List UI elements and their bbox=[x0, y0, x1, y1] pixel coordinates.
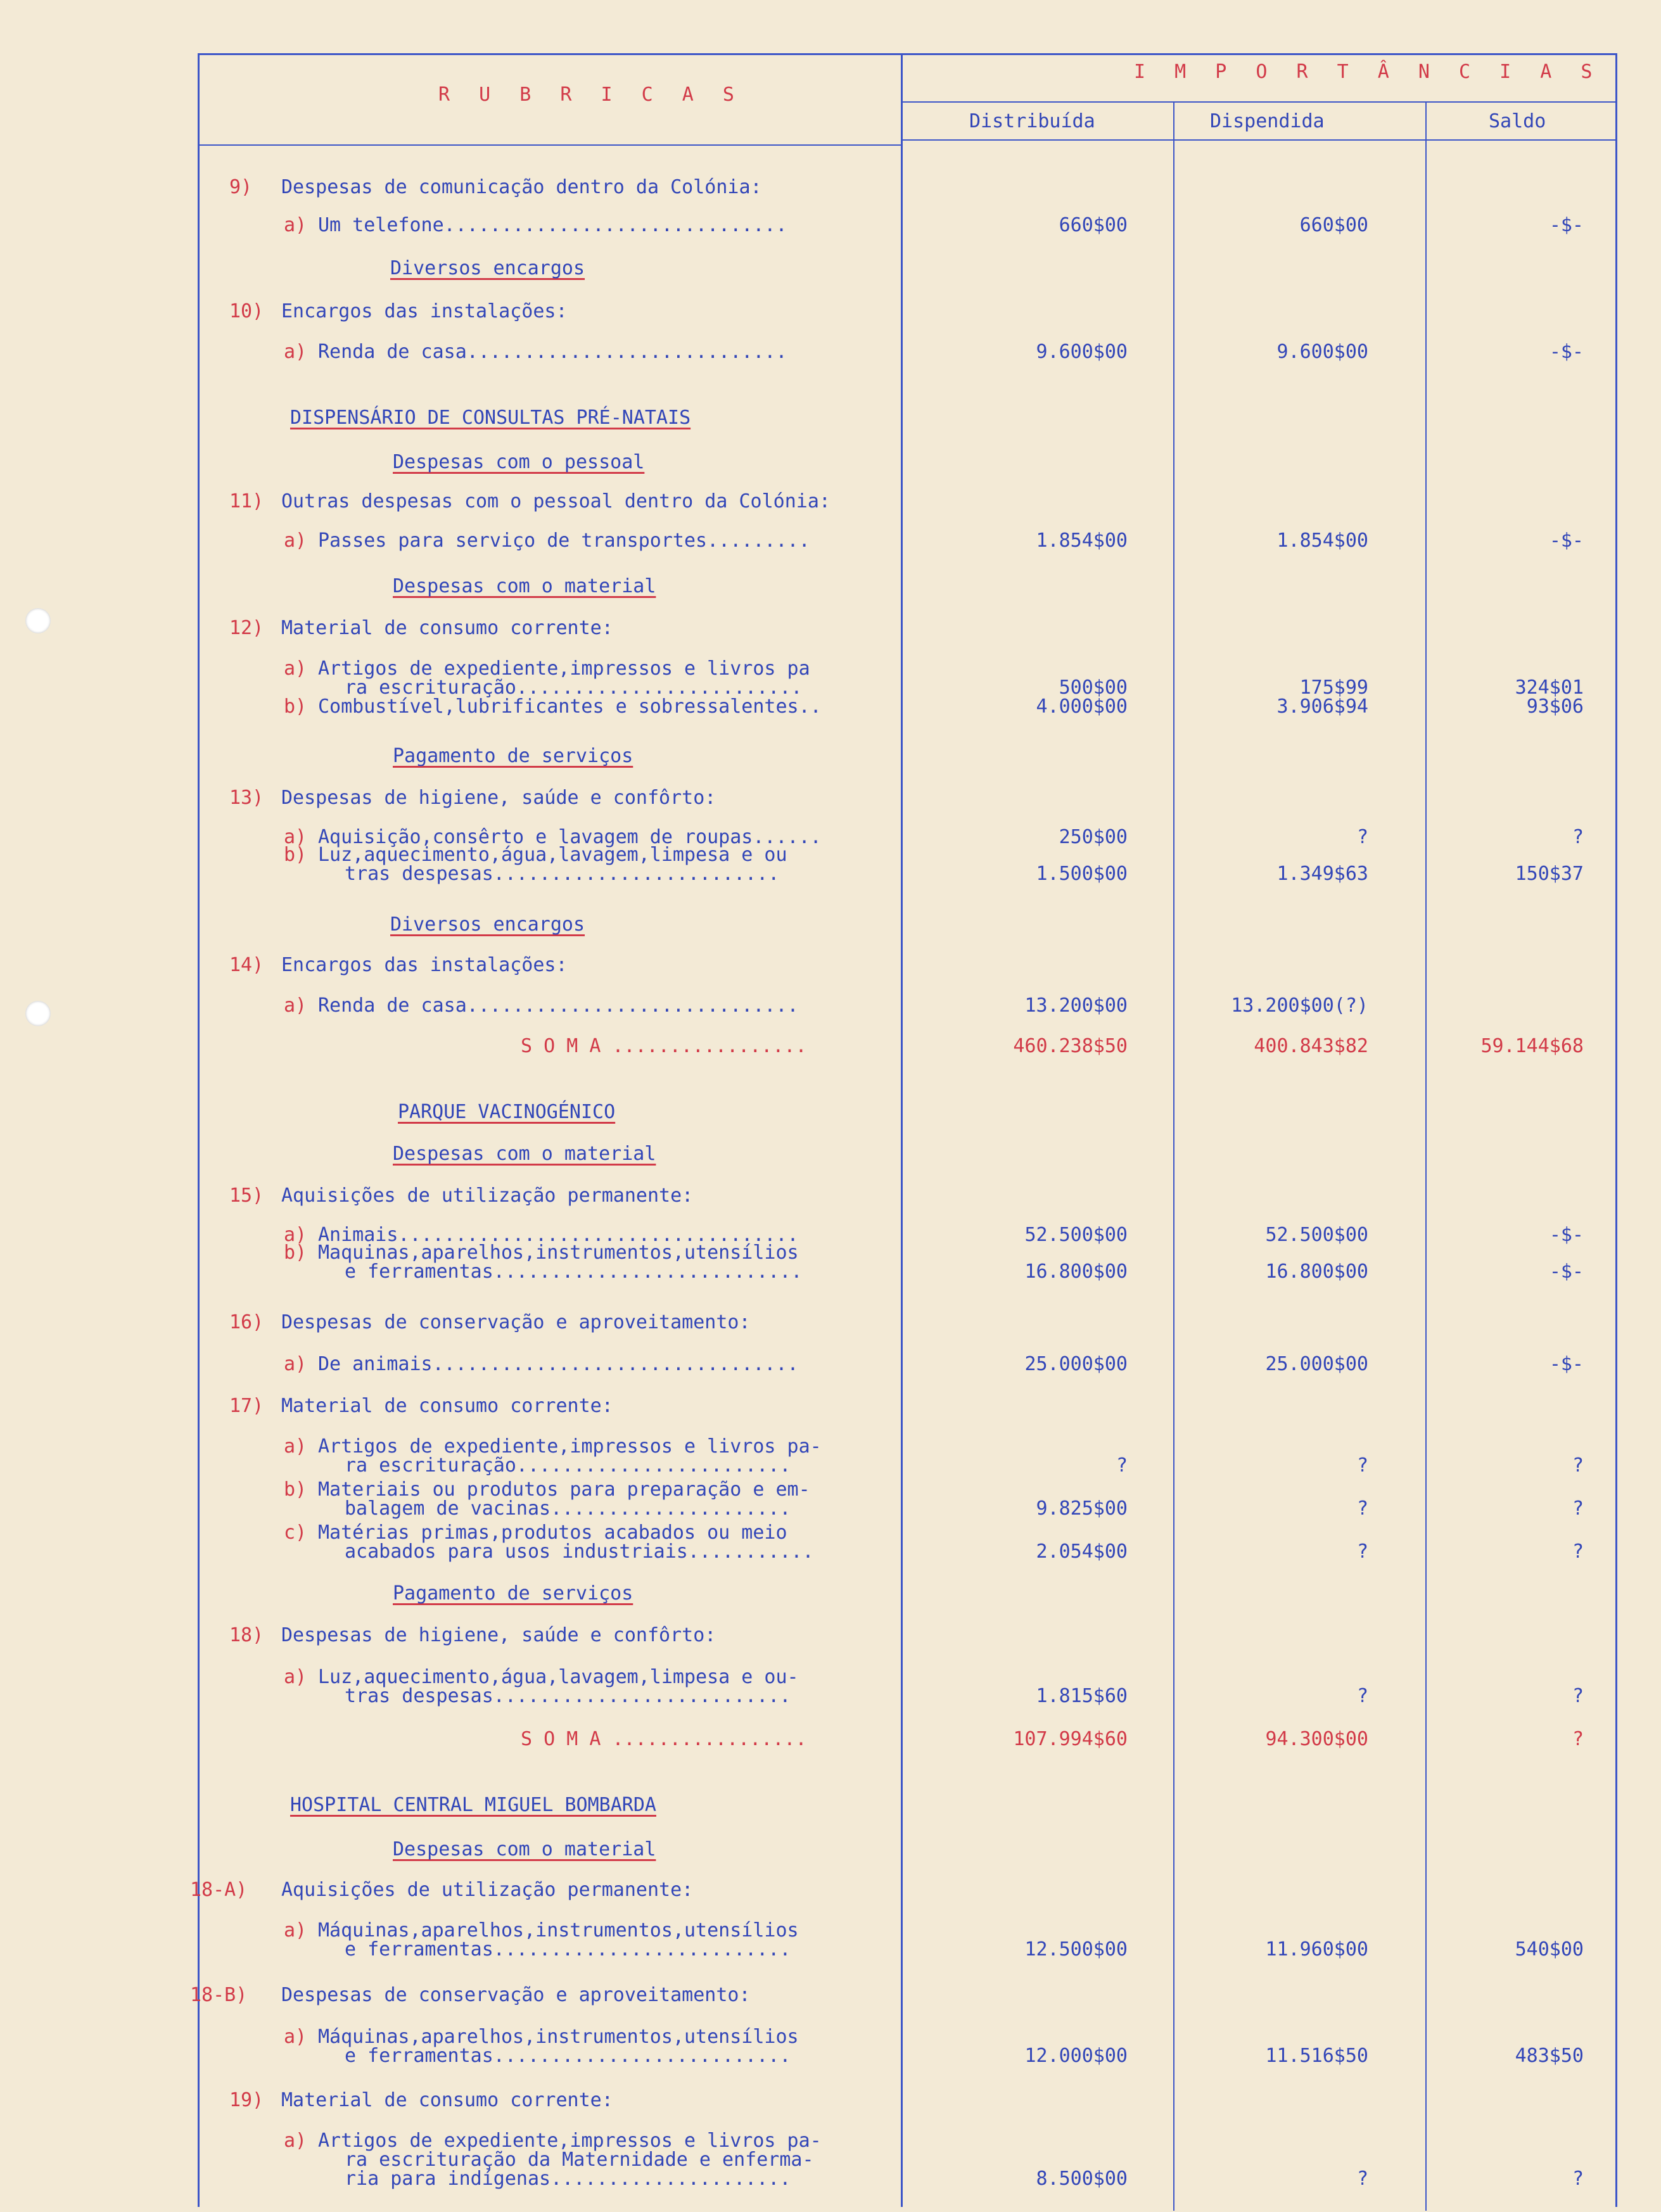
item-number: 11) bbox=[229, 490, 264, 512]
dispendida-header: Dispendida bbox=[1210, 110, 1325, 132]
subsection-heading: Despesas com o pessoal bbox=[393, 451, 645, 473]
dispendida-value: ? bbox=[1356, 2168, 1368, 2190]
sub-letter: a) bbox=[284, 826, 307, 848]
sub-label: Máquinas,aparelhos,instrumentos,utensílios bbox=[318, 1919, 799, 1942]
item-label: Encargos das instalações: bbox=[281, 300, 568, 322]
sub-label: Passes para serviço de transportes......... bbox=[318, 530, 810, 552]
item-label: Despesas de higiene, saúde e confôrto: bbox=[281, 787, 716, 809]
sub-letter: b) bbox=[284, 1242, 307, 1264]
sub-letter: a) bbox=[284, 1666, 307, 1688]
frame-top-line bbox=[198, 53, 1617, 55]
distribuida-value: 9.825$00 bbox=[1036, 1497, 1128, 1520]
item-label: Outras despesas com o pessoal dentro da Colónia: bbox=[281, 490, 830, 512]
importancias-divider bbox=[902, 101, 1617, 103]
saldo-value: -$- bbox=[1549, 214, 1584, 236]
subsection-heading: Diversos encargos bbox=[390, 257, 585, 279]
item-label: Material de consumo corrente: bbox=[281, 1395, 613, 1417]
distribuida-value: 13.200$00 bbox=[1024, 995, 1128, 1017]
item-label: Despesas de conservação e aproveitamento: bbox=[281, 1311, 751, 1333]
sub-letter: b) bbox=[284, 1478, 307, 1501]
sub-label-continuation: e ferramentas........................... bbox=[345, 1261, 803, 1283]
subsection-heading: Diversos encargos bbox=[390, 913, 585, 936]
distribuida-value: 52.500$00 bbox=[1024, 1224, 1128, 1246]
sub-letter: a) bbox=[284, 2130, 307, 2152]
distribuida-value: 1.854$00 bbox=[1036, 530, 1128, 552]
item-label: Aquisições de utilização permanente: bbox=[281, 1879, 694, 1901]
dispendida-value: 52.500$00 bbox=[1265, 1224, 1368, 1246]
distribuida-value: 12.000$00 bbox=[1024, 2045, 1128, 2067]
sub-letter: c) bbox=[284, 1522, 307, 1544]
dispendida-value: ? bbox=[1356, 826, 1368, 848]
saldo-value: ? bbox=[1572, 1728, 1584, 1750]
sub-label: Materiais ou produtos para preparação e em- bbox=[318, 1478, 810, 1501]
sub-label-continuation: ra escrituração......................... bbox=[345, 677, 803, 699]
sub-label: Luz,aquecimento,água,lavagem,limpesa e ou- bbox=[318, 1666, 799, 1688]
sub-label: Maquinas,aparelhos,instrumentos,utensílios bbox=[318, 1242, 799, 1264]
dispendida-value: 94.300$00 bbox=[1265, 1728, 1368, 1750]
sub-label-continuation: ra escrituração da Maternidade e enferma- bbox=[345, 2149, 814, 2171]
item-number: 18) bbox=[229, 1624, 264, 1646]
subsection-heading: Pagamento de serviços bbox=[393, 745, 633, 767]
sub-label-continuation: tras despesas.......................... bbox=[345, 1685, 791, 1707]
sub-label: Animais................................... bbox=[318, 1224, 799, 1246]
dispendida-value: 11.516$50 bbox=[1265, 2045, 1368, 2067]
sub-letter: a) bbox=[284, 658, 307, 680]
dispendida-divider bbox=[1425, 101, 1427, 2211]
dispendida-value: ? bbox=[1356, 1454, 1368, 1477]
punch-hole-top bbox=[25, 608, 51, 633]
distribuida-value: 25.000$00 bbox=[1024, 1353, 1128, 1375]
saldo-value: ? bbox=[1572, 1454, 1584, 1477]
section-title: HOSPITAL CENTRAL MIGUEL BOMBARDA bbox=[290, 1794, 656, 1816]
item-number: 9) bbox=[229, 176, 253, 198]
dispendida-value: ? bbox=[1356, 1685, 1368, 1707]
saldo-value: 324$01 bbox=[1515, 677, 1584, 699]
item-number: 13) bbox=[229, 787, 264, 809]
distribuida-value: ? bbox=[1116, 1454, 1128, 1477]
item-label: Despesas de higiene, saúde e confôrto: bbox=[281, 1624, 716, 1646]
distribuida-value: 8.500$00 bbox=[1036, 2168, 1128, 2190]
saldo-value: ? bbox=[1572, 1497, 1584, 1520]
saldo-value: -$- bbox=[1549, 1261, 1584, 1283]
right-border bbox=[1615, 53, 1617, 2207]
sub-letter: a) bbox=[284, 214, 307, 236]
item-label: Encargos das instalações: bbox=[281, 954, 568, 976]
dispendida-value: 660$00 bbox=[1299, 214, 1368, 236]
sub-label-continuation: e ferramentas.......................... bbox=[345, 2045, 791, 2067]
dispendida-value: 3.906$94 bbox=[1276, 696, 1368, 718]
item-number: 18-A) bbox=[190, 1879, 248, 1901]
saldo-value: ? bbox=[1572, 826, 1584, 848]
section-title: DISPENSÁRIO DE CONSULTAS PRÉ-NATAIS bbox=[290, 407, 691, 429]
saldo-value: ? bbox=[1572, 1685, 1584, 1707]
dispendida-value: ? bbox=[1356, 1497, 1368, 1520]
saldo-value: ? bbox=[1572, 1541, 1584, 1563]
saldo-value: -$- bbox=[1549, 1353, 1584, 1375]
dispendida-value: 11.960$00 bbox=[1265, 1938, 1368, 1961]
subsection-heading: Despesas com o material bbox=[393, 1838, 656, 1860]
distribuida-value: 500$00 bbox=[1059, 677, 1128, 699]
sub-label-continuation: acabados para usos industriais........... bbox=[345, 1541, 814, 1563]
dispendida-value: 1.854$00 bbox=[1276, 530, 1368, 552]
sub-letter: a) bbox=[284, 995, 307, 1017]
subsection-heading: Despesas com o material bbox=[393, 575, 656, 597]
sub-label: Aquisição,consêrto e lavagem de roupas...... bbox=[318, 826, 822, 848]
sub-label: Renda de casa............................. bbox=[318, 995, 799, 1017]
distribuida-value: 460.238$50 bbox=[1013, 1035, 1128, 1057]
dispendida-value: 25.000$00 bbox=[1265, 1353, 1368, 1375]
saldo-value: 483$50 bbox=[1515, 2045, 1584, 2067]
sub-label: De animais................................ bbox=[318, 1353, 799, 1375]
dispendida-value: 175$99 bbox=[1299, 677, 1368, 699]
item-label: Aquisições de utilização permanente: bbox=[281, 1185, 694, 1207]
sub-letter: a) bbox=[284, 1224, 307, 1246]
saldo-value: -$- bbox=[1549, 341, 1584, 363]
sub-label-continuation: balagem de vacinas..................... bbox=[345, 1497, 791, 1520]
item-label: Material de consumo corrente: bbox=[281, 2089, 613, 2111]
distribuida-value: 107.994$60 bbox=[1013, 1728, 1128, 1750]
distribuida-value: 9.600$00 bbox=[1036, 341, 1128, 363]
soma-label: S O M A ................. bbox=[521, 1035, 807, 1057]
rubricas-divider bbox=[901, 53, 903, 2207]
dispendida-value: 16.800$00 bbox=[1265, 1261, 1368, 1283]
punch-hole-bottom bbox=[25, 1001, 51, 1026]
item-number: 19) bbox=[229, 2089, 264, 2111]
soma-label: S O M A ................. bbox=[521, 1728, 807, 1750]
sub-letter: a) bbox=[284, 341, 307, 363]
dispendida-value: 13.200$00(?) bbox=[1231, 995, 1368, 1017]
sub-label: Máquinas,aparelhos,instrumentos,utensílios bbox=[318, 2026, 799, 2048]
sub-label: Artigos de expediente,impressos e livros pa- bbox=[318, 2130, 822, 2152]
distribuida-divider bbox=[1173, 101, 1174, 2211]
dispendida-value: 1.349$63 bbox=[1276, 863, 1368, 885]
saldo-value: 150$37 bbox=[1515, 863, 1584, 885]
distribuida-value: 4.000$00 bbox=[1036, 696, 1128, 718]
sub-letter: a) bbox=[284, 2026, 307, 2048]
header-bottom-line-right bbox=[902, 139, 1617, 141]
sub-label: Artigos de expediente,impressos e livros pa bbox=[318, 658, 810, 680]
distribuida-value: 1.815$60 bbox=[1036, 1685, 1128, 1707]
sub-letter: a) bbox=[284, 1919, 307, 1942]
subsection-heading: Pagamento de serviços bbox=[393, 1582, 633, 1605]
item-label: Despesas de conservação e aproveitamento: bbox=[281, 1984, 751, 2006]
rubricas-header: R U B R I C A S bbox=[438, 84, 743, 106]
dispendida-value: 9.600$00 bbox=[1276, 341, 1368, 363]
distribuida-value: 250$00 bbox=[1059, 826, 1128, 848]
sub-label-continuation: tras despesas......................... bbox=[345, 863, 780, 885]
item-number: 12) bbox=[229, 617, 264, 639]
saldo-value: -$- bbox=[1549, 530, 1584, 552]
item-number: 18-B) bbox=[190, 1984, 248, 2006]
distribuida-value: 2.054$00 bbox=[1036, 1541, 1128, 1563]
item-number: 16) bbox=[229, 1311, 264, 1333]
sub-label: Artigos de expediente,impressos e livros pa- bbox=[318, 1435, 822, 1458]
saldo-value: 93$06 bbox=[1526, 696, 1584, 718]
distribuida-value: 1.500$00 bbox=[1036, 863, 1128, 885]
item-label: Despesas de comunicação dentro da Colónia: bbox=[281, 176, 762, 198]
item-number: 14) bbox=[229, 954, 264, 976]
sub-letter: a) bbox=[284, 1353, 307, 1375]
sub-label-continuation: e ferramentas.......................... bbox=[345, 1938, 791, 1961]
subsection-heading: Despesas com o material bbox=[393, 1143, 656, 1165]
header-bottom-line bbox=[198, 144, 902, 146]
sub-letter: b) bbox=[284, 844, 307, 866]
saldo-value: 540$00 bbox=[1515, 1938, 1584, 1961]
distribuida-value: 12.500$00 bbox=[1024, 1938, 1128, 1961]
item-label: Material de consumo corrente: bbox=[281, 617, 613, 639]
dispendida-value: ? bbox=[1356, 1541, 1368, 1563]
section-title: PARQUE VACINOGÉNICO bbox=[398, 1101, 616, 1123]
dispendida-value: 400.843$82 bbox=[1254, 1035, 1368, 1057]
distribuida-value: 16.800$00 bbox=[1024, 1261, 1128, 1283]
sub-letter: b) bbox=[284, 696, 307, 718]
item-number: 10) bbox=[229, 300, 264, 322]
saldo-value: -$- bbox=[1549, 1224, 1584, 1246]
sub-label: Renda de casa............................ bbox=[318, 341, 787, 363]
sub-letter: a) bbox=[284, 1435, 307, 1458]
item-number: 17) bbox=[229, 1395, 264, 1417]
sub-label: Luz,aquecimento,água,lavagem,limpesa e ou bbox=[318, 844, 787, 866]
distribuida-value: 660$00 bbox=[1059, 214, 1128, 236]
saldo-header: Saldo bbox=[1489, 110, 1546, 132]
sub-label: Um telefone.............................. bbox=[318, 214, 787, 236]
sub-label: Combustível,lubrificantes e sobressalentes.. bbox=[318, 696, 822, 718]
sub-label: Matérias primas,produtos acabados ou meio bbox=[318, 1522, 787, 1544]
saldo-value: 59.144$68 bbox=[1480, 1035, 1584, 1057]
item-number: 15) bbox=[229, 1185, 264, 1207]
sub-letter: a) bbox=[284, 530, 307, 552]
saldo-value: ? bbox=[1572, 2168, 1584, 2190]
importancias-header: I M P O R T Â N C I A S bbox=[1134, 61, 1601, 83]
distribuida-header: Distribuída bbox=[969, 110, 1095, 132]
sub-label-continuation: ria para indígenas..................... bbox=[345, 2168, 791, 2190]
sub-label-continuation: ra escrituração........................ bbox=[345, 1454, 791, 1477]
